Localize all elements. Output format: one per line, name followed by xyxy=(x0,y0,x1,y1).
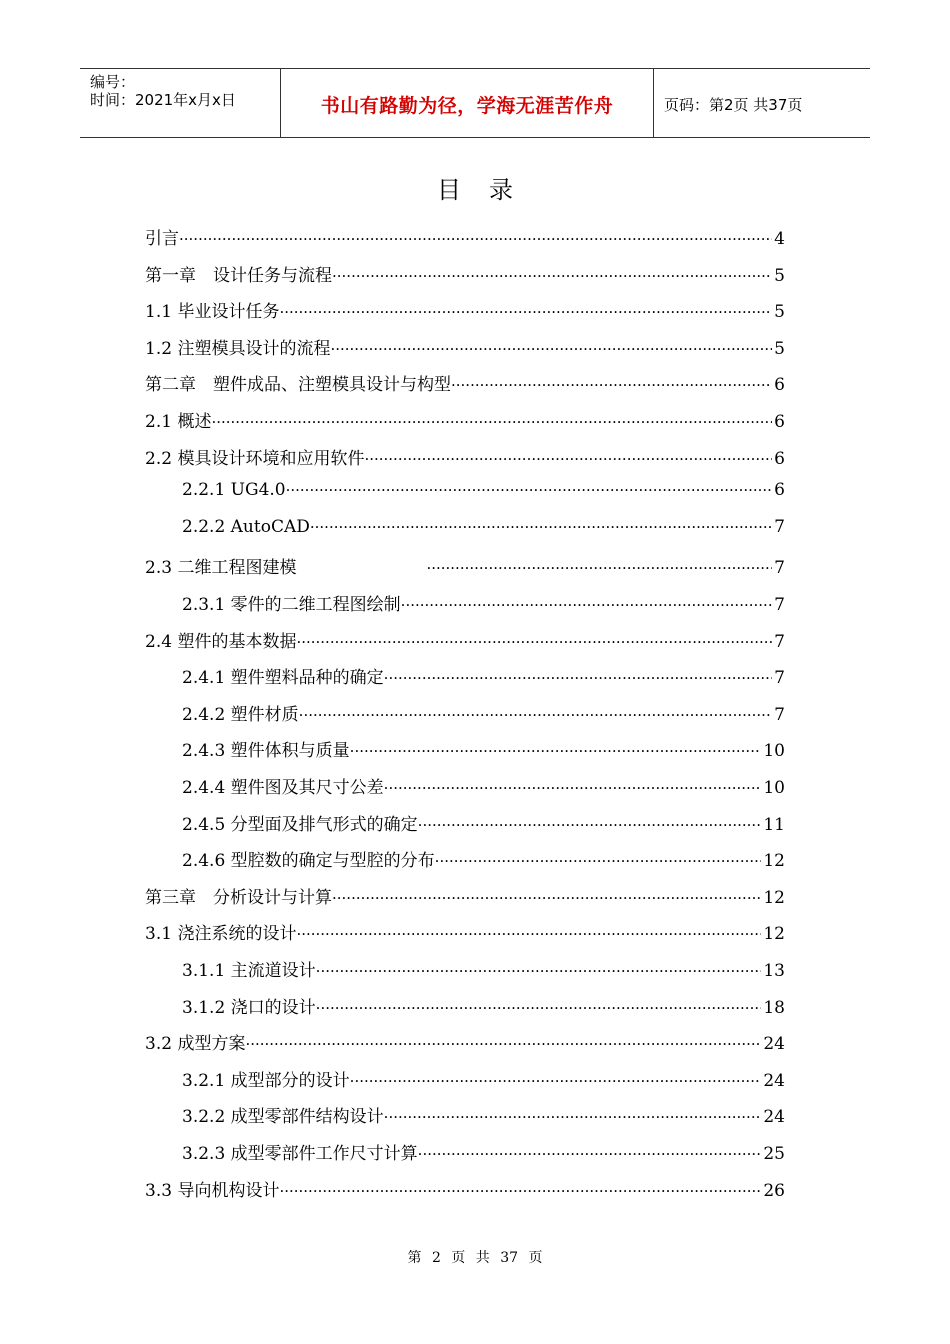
toc-entry-title: 第一章 设计任务与流程 xyxy=(145,265,332,286)
toc-entry-title: 1.2 注塑模具设计的流程 xyxy=(145,338,331,359)
toc-entry xyxy=(145,444,785,468)
toc-entry-title: 第三章 分析设计与计算 xyxy=(145,887,332,908)
toc-leader-dots xyxy=(286,481,773,499)
toc-entry-page: 26 xyxy=(763,1180,785,1201)
toc-entry-page: 18 xyxy=(763,997,785,1018)
toc-entry-title: 1.1 毕业设计任务 xyxy=(145,302,280,323)
toc-entry xyxy=(145,407,785,431)
toc-entry xyxy=(182,1066,785,1090)
toc-entry-page: 7 xyxy=(774,631,785,652)
toc-leader-dots xyxy=(364,450,772,468)
toc-entry-page: 24 xyxy=(763,1107,785,1128)
serial-label: 编号： xyxy=(90,73,136,91)
toc-entry-title: 2.2.1 UG4.0 xyxy=(182,480,286,501)
toc-entry-title: 2.4 塑件的基本数据 xyxy=(145,631,297,652)
toc-entry-title: 3.3 导向机构设计 xyxy=(145,1180,280,1201)
toc-leader-dots xyxy=(279,303,772,321)
toc-leader-dots xyxy=(179,230,772,248)
toc-leader-dots xyxy=(299,706,773,724)
toc-entry-page: 6 xyxy=(774,480,785,501)
toc-entry-page: 24 xyxy=(763,1034,785,1055)
header-page-cell xyxy=(654,69,870,137)
toc-entry xyxy=(145,883,785,907)
toc-entry-title: 3.2.1 成型部分的设计 xyxy=(182,1070,350,1091)
toc-entry xyxy=(182,1102,785,1126)
toc-entry xyxy=(145,224,785,248)
toc-entry xyxy=(145,1176,785,1200)
toc-entry-page: 5 xyxy=(774,265,785,286)
toc-entry-page: 6 xyxy=(774,448,785,469)
toc-entry-title: 2.4.1 塑件塑料品种的确定 xyxy=(182,668,384,689)
toc-leader-dots xyxy=(384,669,773,687)
toc-entry xyxy=(145,1029,785,1053)
toc-entry-title: 2.3 二维工程图建模 xyxy=(145,558,297,579)
toc-entry-title: 2.1 概述 xyxy=(145,412,212,432)
toc-entry-title: 3.2.3 成型零部件工作尺寸计算 xyxy=(182,1144,418,1164)
toc-leader-dots xyxy=(296,925,761,943)
toc-entry xyxy=(182,810,785,834)
toc-entry xyxy=(182,590,785,614)
toc-entry xyxy=(182,846,785,870)
toc-leader-dots xyxy=(418,816,762,834)
toc-entry-page: 7 xyxy=(774,516,785,537)
toc-entry xyxy=(182,1139,785,1163)
toc-entry xyxy=(182,480,785,504)
toc-entry-page: 7 xyxy=(774,558,785,579)
toc-entry-page: 12 xyxy=(763,887,785,908)
toc-entry-title: 3.2 成型方案 xyxy=(145,1034,246,1055)
toc-entry xyxy=(145,334,785,358)
toc-entry xyxy=(182,956,785,980)
toc-leader-dots xyxy=(350,742,762,760)
toc-entry-title: 2.4.2 塑件材质 xyxy=(182,704,299,725)
toc-entry-title: 2.4.5 分型面及排气形式的确定 xyxy=(182,814,418,835)
toc-entry-title: 2.3.1 零件的二维工程图绘制 xyxy=(182,595,401,615)
toc-entry xyxy=(182,736,785,760)
toc-leader-dots xyxy=(296,633,772,651)
page-title: 目录 xyxy=(437,176,541,204)
toc-entry-title: 2.2 模具设计环境和应用软件 xyxy=(145,448,365,469)
toc-entry xyxy=(145,370,785,394)
toc-entry-title: 引言 xyxy=(145,229,179,249)
toc-leader-dots xyxy=(330,340,772,358)
toc-leader-dots xyxy=(401,596,773,614)
toc-leader-dots xyxy=(316,962,762,980)
toc-entry-page: 7 xyxy=(774,668,785,689)
toc-entry-page: 7 xyxy=(774,595,785,615)
toc-entry xyxy=(145,261,785,285)
toc-entry xyxy=(182,663,785,687)
toc-entry xyxy=(145,919,785,943)
motto-text: 书山有路勤为径，学海无涯苦作舟 xyxy=(320,95,614,117)
toc-leader-dots xyxy=(245,1035,761,1053)
toc-entry xyxy=(145,297,785,321)
toc-entry-page: 10 xyxy=(763,741,785,762)
toc-leader-dots xyxy=(384,1108,762,1126)
toc-entry-page: 6 xyxy=(774,375,785,396)
toc-leader-dots xyxy=(332,889,761,907)
document-header xyxy=(80,68,870,138)
time-label: 时间：2021年x月x日 xyxy=(90,91,236,109)
page-footer: 第 2 页 共 37 页 xyxy=(407,1250,543,1266)
toc-leader-dots xyxy=(435,852,762,870)
header-motto-cell xyxy=(281,69,654,137)
toc-entry-title: 2.4.4 塑件图及其尺寸公差 xyxy=(182,778,384,798)
toc-entry-title: 2.4.6 型腔数的确定与型腔的分布 xyxy=(182,851,435,872)
toc-leader-dots xyxy=(316,999,762,1017)
toc-entry-page: 4 xyxy=(774,229,785,249)
toc-leader-dots xyxy=(384,779,762,797)
toc-entry-page: 13 xyxy=(763,961,785,981)
toc-entry xyxy=(145,553,785,577)
toc-entry xyxy=(182,517,785,541)
toc-entry-page: 12 xyxy=(763,851,785,872)
toc-entry-title: 3.1.2 浇口的设计 xyxy=(182,997,316,1018)
toc-entry xyxy=(182,773,785,797)
toc-entry-page: 5 xyxy=(774,302,785,323)
toc-entry-title: 2.4.3 塑件体积与质量 xyxy=(182,741,350,762)
toc-entry-page: 24 xyxy=(763,1070,785,1091)
toc-entry-title: 3.1.1 主流道设计 xyxy=(182,961,316,981)
toc-leader-dots xyxy=(211,413,772,431)
toc-entry-page: 6 xyxy=(774,412,785,432)
toc-leader-dots xyxy=(279,1182,761,1200)
toc-entry-page: 10 xyxy=(763,778,785,798)
toc-leader-dots xyxy=(451,376,772,394)
toc-entry-page: 5 xyxy=(774,338,785,359)
toc-entry-title: 第二章 塑件成品、注塑模具设计与构型 xyxy=(145,375,451,396)
header-meta-cell xyxy=(80,69,281,137)
toc-entry xyxy=(145,627,785,651)
page-info: 页码：第2页 共37页 xyxy=(664,96,803,114)
toc-entry-page: 11 xyxy=(763,814,785,835)
toc-leader-dots xyxy=(332,267,772,285)
toc-entry-page: 25 xyxy=(763,1144,785,1164)
toc-entry-title: 3.2.2 成型零部件结构设计 xyxy=(182,1107,384,1128)
toc-leader-dots xyxy=(426,559,772,577)
toc-entry-title: 2.2.2 AutoCAD xyxy=(182,516,310,537)
toc-entry-title: 3.1 浇注系统的设计 xyxy=(145,924,297,945)
toc-entry-page: 7 xyxy=(774,704,785,725)
toc-leader-dots xyxy=(418,1145,762,1163)
toc-leader-dots xyxy=(350,1072,762,1090)
toc-entry xyxy=(182,993,785,1017)
toc-entry-page: 12 xyxy=(763,924,785,945)
toc-entry xyxy=(182,700,785,724)
toc-leader-dots xyxy=(310,518,772,536)
